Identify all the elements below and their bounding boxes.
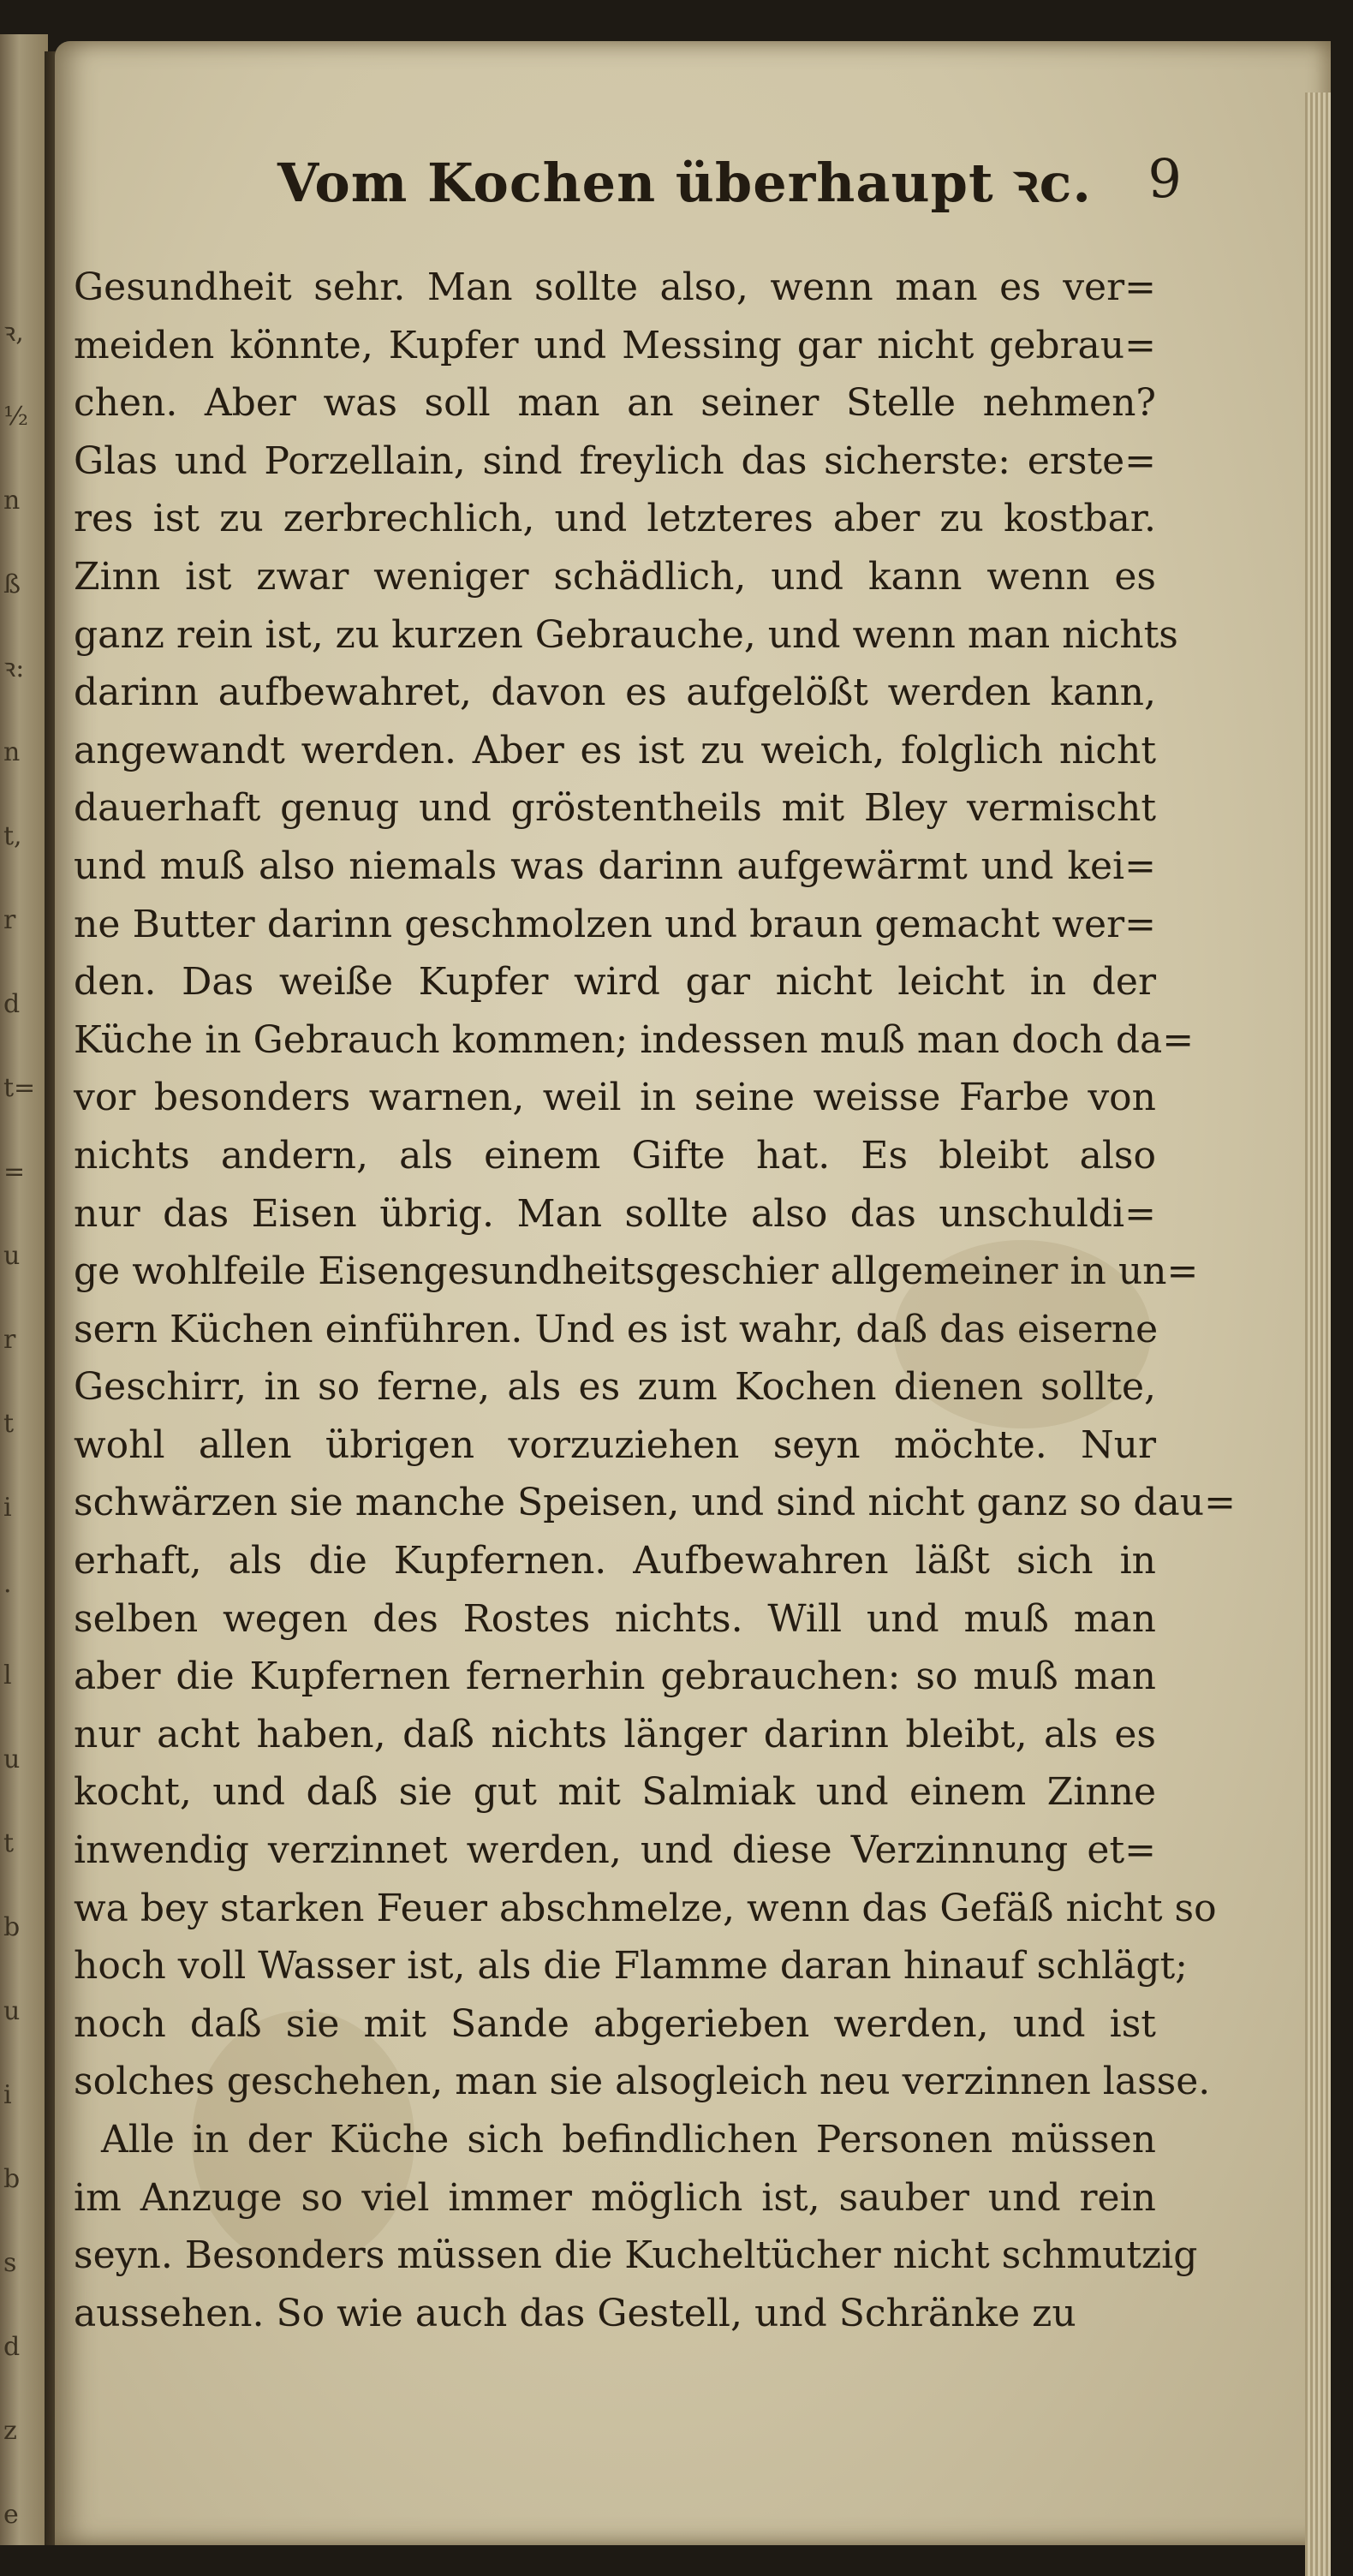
text-line: dauerhaft genug und gröstentheils mit Bley vermischt	[74, 786, 1156, 831]
text-line: angewandt werden. Aber es ist zu weich, folglich nicht	[74, 728, 1156, 772]
text-line: hoch voll Wasser ist, als die Flamme daran hinauf schlägt;	[74, 1944, 1188, 1989]
facing-page-fragment: r	[3, 1325, 16, 1355]
facing-page-fragment: t,	[3, 821, 22, 851]
text-line: res ist zu zerbrechlich, und letzteres aber zu kostbar.	[74, 497, 1156, 541]
text-line: noch daß sie mit Sande abgerieben werden, und ist	[74, 2001, 1156, 2046]
text-line: sern Küchen einführen. Und es ist wahr, daß das eiserne	[74, 1307, 1159, 1351]
facing-page-fragment: i	[3, 1493, 12, 1523]
facing-page-fragment: d	[3, 2332, 21, 2362]
body-text	[74, 259, 1236, 2342]
page-edges	[1305, 92, 1331, 2576]
text-line: nur das Eisen übrig. Man sollte also das unschuldi=	[74, 1191, 1156, 1236]
text-line: Alle in der Küche sich befindlichen Personen müssen	[101, 2118, 1156, 2162]
facing-page-fragment: r	[3, 905, 16, 935]
facing-page-fragment: e	[3, 2500, 19, 2530]
text-line: aber die Kupfernen fernerhin gebrauchen: so muß man	[74, 1655, 1156, 1699]
facing-page-fragment: b	[3, 1912, 21, 1942]
text-line: meiden könnte, Kupfer und Messing gar nicht gebrau=	[74, 323, 1156, 367]
text-line: wa bey starken Feuer abschmelze, wenn das Gefäß nicht so	[74, 1886, 1217, 1930]
facing-page-fragment: t	[3, 1828, 15, 1858]
facing-page-fragment: u	[3, 1744, 21, 1774]
facing-page-fragment: n	[3, 737, 21, 767]
text-line: kocht, und daß sie gut mit Salmiak und einem Zinne	[74, 1770, 1156, 1815]
text-line: inwendig verzinnet werden, und diese Verzinnung et=	[74, 1828, 1156, 1873]
text-line: ganz rein ist, zu kurzen Gebrauche, und wenn man nichts	[74, 612, 1178, 657]
text-line: im Anzuge so viel immer möglich ist, sauber und rein	[74, 2175, 1156, 2220]
text-line: nur acht haben, daß nichts länger darinn bleibt, als es	[74, 1712, 1156, 1756]
facing-page-fragment: ½	[3, 402, 29, 432]
text-line: seyn. Besonders müssen die Kucheltücher nicht schmutzig	[74, 2233, 1198, 2278]
text-line: nichts andern, als einem Gifte hat. Es bleibt also	[74, 1133, 1156, 1178]
facing-page-fragment: n	[3, 486, 21, 516]
text-line: Glas und Porzellain, sind freylich das sicherste: erste=	[74, 438, 1156, 483]
text-line: darinn aufbewahret, davon es aufgelößt werden kann,	[74, 671, 1156, 715]
facing-page-fragment: t=	[3, 1073, 36, 1103]
text-line: Zinn ist zwar weniger schädlich, und kann wenn es	[74, 554, 1156, 599]
text-line: ge wohlfeile Eisengesundheitsgeschier allgemeiner in un=	[74, 1249, 1199, 1294]
text-line: und muß also niemals was darinn aufgewärmt und kei=	[74, 844, 1156, 888]
facing-page-fragment: i	[3, 2080, 12, 2110]
facing-page-fragment: ß	[3, 569, 21, 599]
text-line: den. Das weiße Kupfer wird gar nicht leicht in der	[74, 960, 1156, 1005]
facing-page-fragment: u	[3, 1241, 21, 1271]
page-number: 9	[1147, 147, 1182, 210]
text-line: Gesundheit sehr. Man sollte also, wenn man es ver=	[74, 265, 1156, 309]
text-line: erhaft, als die Kupfernen. Aufbewahren läßt sich in	[74, 1539, 1156, 1583]
text-line: selben wegen des Rostes nichts. Will und muß man	[74, 1596, 1156, 1641]
text-line: Küche in Gebrauch kommen; indessen muß man doch da=	[74, 1017, 1195, 1062]
facing-page-fragment: u	[3, 1996, 21, 2026]
page-header	[171, 146, 1182, 223]
facing-page-fragment: =	[3, 1157, 26, 1187]
text-line: ne Butter darinn geschmolzen und braun gemacht wer=	[74, 902, 1156, 946]
text-line: schwärzen sie manche Speisen, und sind nicht ganz so dau=	[74, 1481, 1236, 1525]
facing-page-fragment: b	[3, 2164, 21, 2194]
text-line: vor besonders warnen, weil in seine weisse Farbe von	[74, 1076, 1156, 1120]
facing-page-fragment: ·	[3, 1577, 12, 1607]
facing-page-fragment: s	[3, 2248, 17, 2278]
facing-page-fragment: ꝛ,	[3, 318, 24, 348]
text-line: chen. Aber was soll man an seiner Stelle nehmen?	[74, 381, 1156, 426]
text-line: Geschirr, in so ferne, als es zum Kochen dienen sollte,	[74, 1365, 1156, 1410]
facing-page-fragment: l	[3, 1661, 12, 1690]
facing-page-fragment: t	[3, 1409, 15, 1439]
facing-page-fragments	[3, 291, 38, 2530]
facing-page-fragment: ꝛ:	[3, 653, 25, 683]
text-line: aussehen. So wie auch das Gestell, und Schränke zu	[74, 2291, 1076, 2335]
facing-page-fragment: d	[3, 989, 21, 1019]
text-line: solches geschehen, man sie alsogleich neu verzinnen lasse.	[74, 2060, 1211, 2104]
text-line: wohl allen übrigen vorzuziehen seyn möchte. Nur	[74, 1422, 1156, 1467]
facing-page-fragment: z	[3, 2416, 17, 2446]
running-title: Vom Kochen überhaupt ꝛc.	[277, 152, 1092, 214]
facing-page-edge	[0, 34, 48, 2545]
